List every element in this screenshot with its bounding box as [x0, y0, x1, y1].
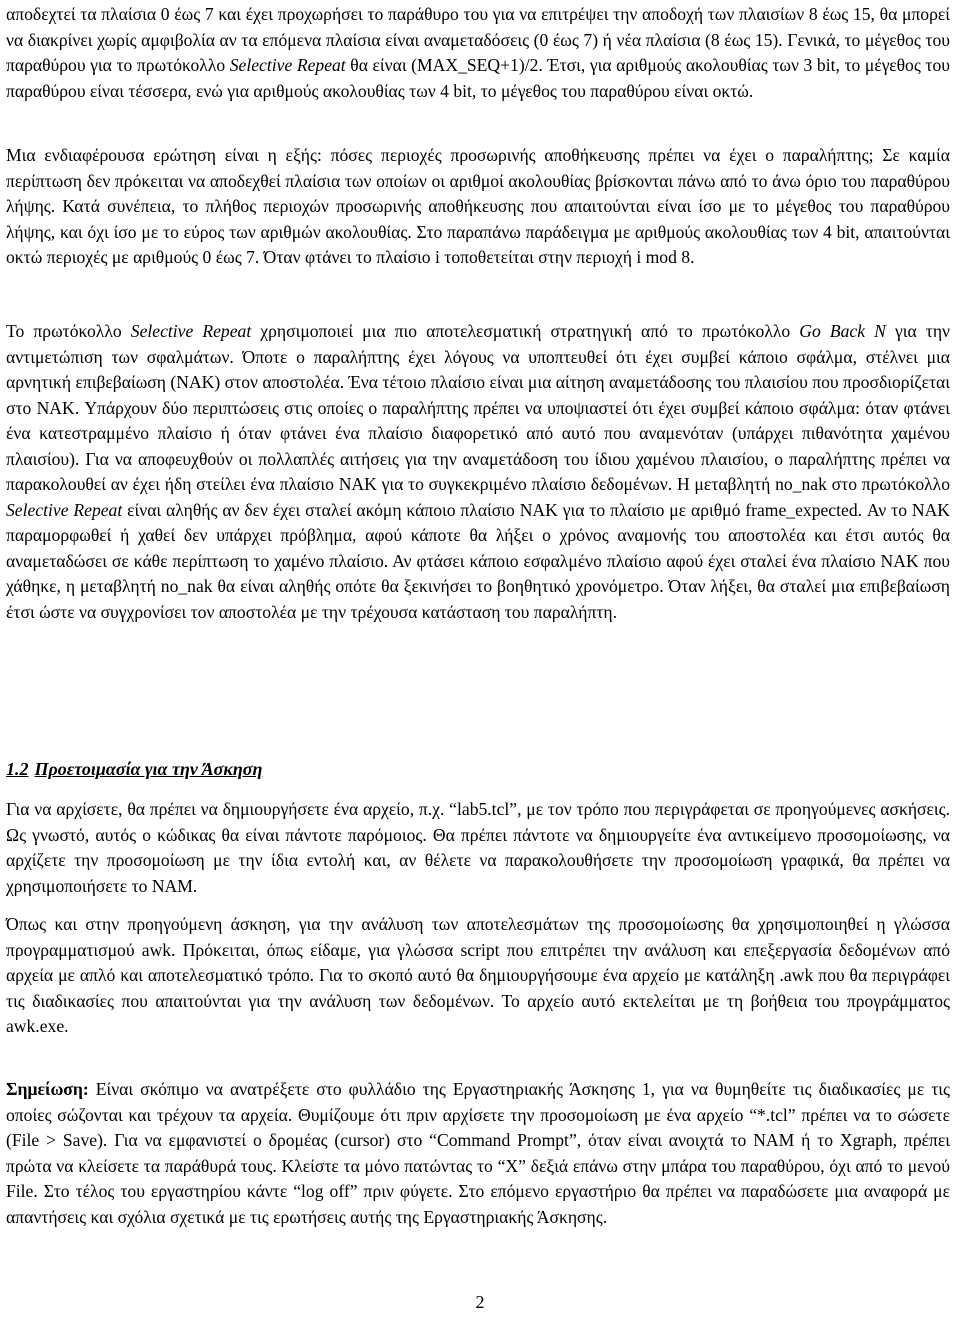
- paragraph-preparation: Για να αρχίσετε, θα πρέπει να δημιουργήσετε ένα αρχείο, π.χ. “lab5.tcl”, με τον τρόπο που περιγράφεται σε προηγούμενες ασκήσεις. Ως γνωστό, αυτός ο κώδικας θα είναι πάντοτε παρόμοιος. Θα πρέπει πάντοτε να δημιουργείτε ένα αντικείμενο προσομοίωσης, να αρχίζετε την προσομοίωση με την ίδια εντολή και, αν θέλετε να παρακολουθήσετε την προσομοίωση γραφικά, θα πρέπει να χρησιμοποιήσετε το NAM.: [6, 799, 950, 896]
- section-heading: [6, 759, 262, 780]
- section-number: 1.2: [6, 759, 29, 779]
- paragraph-text: για την αντιμετώπιση των σφαλμάτων. Όποτε ο παραλήπτης έχει λόγους να υποπτευθεί ότι έχει συμβεί κάποιο σφάλμα, στέλνει μια αρνητική επιβεβαίωση (NAK) στον αποστολέα. Ένα τέτοιο πλαίσιο είναι μια αίτηση αναμετάδοσης του πλαισίου που προσδιορίζεται στο NAK. Υπάρχουν δύο περιπτώσεις στις οποίες ο παραλήπτης πρέπει να υποψιαστεί ότι έχει συμβεί κάποιο σφάλμα: όταν φτάνει ένα κατεστραμμένο πλαίσιο ή όταν φτάνει ένα πλαίσιο διαφορετικό από αυτό που αναμενόταν (υπάρχει πιθανότητα χαμένου πλαισίου). Για να αποφευχθούν οι πολλαπλές αιτήσεις για την αναμετάδοση του ίδιου χαμένου πλαισίου, ο παραλήπτης πρέπει να παρακολουθεί αν έχει ήδη στείλει ένα πλαίσιο NAK για το συγκεκριμένο πλαίσιο δεδομένων. Η μεταβλητή no_nak στο πρωτόκολλο: [6, 321, 951, 494]
- paragraph-note: [6, 1077, 950, 1230]
- paragraph-text: αποδεχτεί τα πλαίσια 0 έως 7 και έχει προχωρήσει το παράθυρο του για να επιτρέψει την αποδοχή των πλαισίων 8 έως 15, θα μπορεί να διακρίνει χωρίς αμφιβολία αν τα επόμενα πλαίσια είναι αναμεταδόσεις (0 έως 7) ή νέα πλαίσια (8 έως 15). Γενικά, το μέγεθος του παραθύρου για το πρωτόκολλο: [6, 4, 950, 75]
- paragraph-awk: Όπως και στην προηγούμενη άσκηση, για την ανάλυση των αποτελεσμάτων της προσομοίωσης θα χρησιμοποιηθεί η γλώσσα προγραμματισμού awk. Πρόκειται, όπως είδαμε, για γλώσσα script που επιτρέπει την ανάλυση και επεξεργασία δεδομένων από αρχεία με απλό και αποτελεσματικό τρόπο. Για το σκοπό αυτό θα δημιουργήσουμε ένα αρχείο με κατάληξη .awk που θα περιγράφει τις διαδικασίες που απαιτούνται για την ανάλυση των δεδομένων. Το αρχείο αυτό εκτελείται με τη βοήθεια του προγράμματος awk.exe.: [6, 914, 950, 1036]
- paragraph-window-size: [6, 2, 950, 104]
- paragraph-text: χρησιμοποιεί μια πιο αποτελεσματική στρατηγική από το πρωτόκολλο: [251, 321, 800, 341]
- paragraph-text: θα είναι (MAX_SEQ+1)/2. Έτσι, για αριθμούς ακολουθίας των 3 bit, το μέγεθος του παραθύρου είναι τέσσερα, ενώ για αριθμούς ακολουθίας των 4 bit, το μέγεθος του παραθύρου είναι οκτώ.: [6, 55, 950, 101]
- protocol-name: Selective Repeat: [6, 499, 123, 520]
- paragraph-nak: [6, 319, 950, 625]
- protocol-name: Go Back N: [799, 321, 886, 341]
- paragraph-text: Το πρωτόκολλο: [6, 321, 131, 341]
- paragraph-buffers: Μια ενδιαφέρουσα ερώτηση είναι η εξής: πόσες περιοχές προσωρινής αποθήκευσης πρέπει να έχει ο παραλήπτης; Σε καμία περίπτωση δεν πρόκειται να αποδεχθεί πλαίσια των οποίων οι αριθμοί ακολουθίας βρίσκονται πάνω από το άνω όριο του παραθύρου λήψης. Κατά συνέπεια, το πλήθος περιοχών προσωρινής αποθήκευσης που απαιτούνται είναι ίσο με το μέγεθος του παραθύρου λήψης, και όχι ίσο με το εύρος των αριθμών ακολουθίας. Στο παραπάνω παράδειγμα με αριθμούς ακολουθίας των 4 bit, απαιτούνται οκτώ περιοχές με αριθμούς 0 έως 7. Όταν φτάνει το πλαίσιο i τοποθετείται στην περιοχή i mod 8.: [6, 145, 950, 267]
- section-title: Προετοιμασία για την Άσκηση: [34, 759, 263, 779]
- note-text: Είναι σκόπιμο να ανατρέξετε στο φυλλάδιο της Εργαστηριακής Άσκησης 1, για να θυμηθείτε τις διαδικασίες με τις οποίες σώζονται και τρέχουν τα αρχεία. Θυμίζουμε ότι πριν αρχίσετε την προσομοίωση με ένα αρχείο “*.tcl” πρέπει να το σώσετε (File > Save). Για να εμφανιστεί ο δρομέας (cursor) στο “Command Prompt”, όταν είναι ανοιχτά το NAM ή το Xgraph, πρέπει πρώτα να κλείσετε τα παράθυρά τους. Κλείστε τα μόνο πατώντας το “X” δεξιά επάνω στην μπάρα του παραθύρου, όχι από το μενού File. Στο τέλος του εργαστηρίου κάντε “log off” πριν φύγετε. Στο επόμενο εργαστήριο θα πρέπει να παραδώσετε μια αναφορά με απαντήσεις και σχόλια σχετικά με τις ερωτήσεις αυτής της Εργαστηριακής Άσκησης.: [6, 1079, 950, 1227]
- protocol-name: Selective Repeat: [229, 55, 346, 75]
- paragraph-text: είναι αληθής αν δεν έχει σταλεί ακόμη κάποιο πλαίσιο NAK για το πλαίσιο με αριθμό frame_expected. Αν το NAK παραμορφωθεί ή χαθεί δεν υπάρχει πρόβλημα, αφού κάποτε θα λήξει ο χρόνος αναμονής του αποστολέα και έτσι αυτός θα αναμεταδώσει σε κάθε περίπτωση το χαμένο πλαίσιο. Αν φτάσει κάποιο εσφαλμένο πλαίσιο αφού έχει σταλεί ένα πλαίσιο NAK που χάθηκε, η μεταβλητή no_nak θα είναι αληθής οπότε θα ξεκινήσει το βοηθητικό χρονόμετρο. Όταν λήξει, θα σταλεί μια επιβεβαίωση έτσι ώστε να συγχρονίσει τον αποστολέα με την τρέχουσα κατάσταση του παραλήπτη.: [6, 499, 950, 622]
- page-number: 2: [475, 1292, 485, 1312]
- note-label: Σημείωση:: [6, 1079, 89, 1099]
- protocol-name: Selective Repeat: [130, 321, 252, 341]
